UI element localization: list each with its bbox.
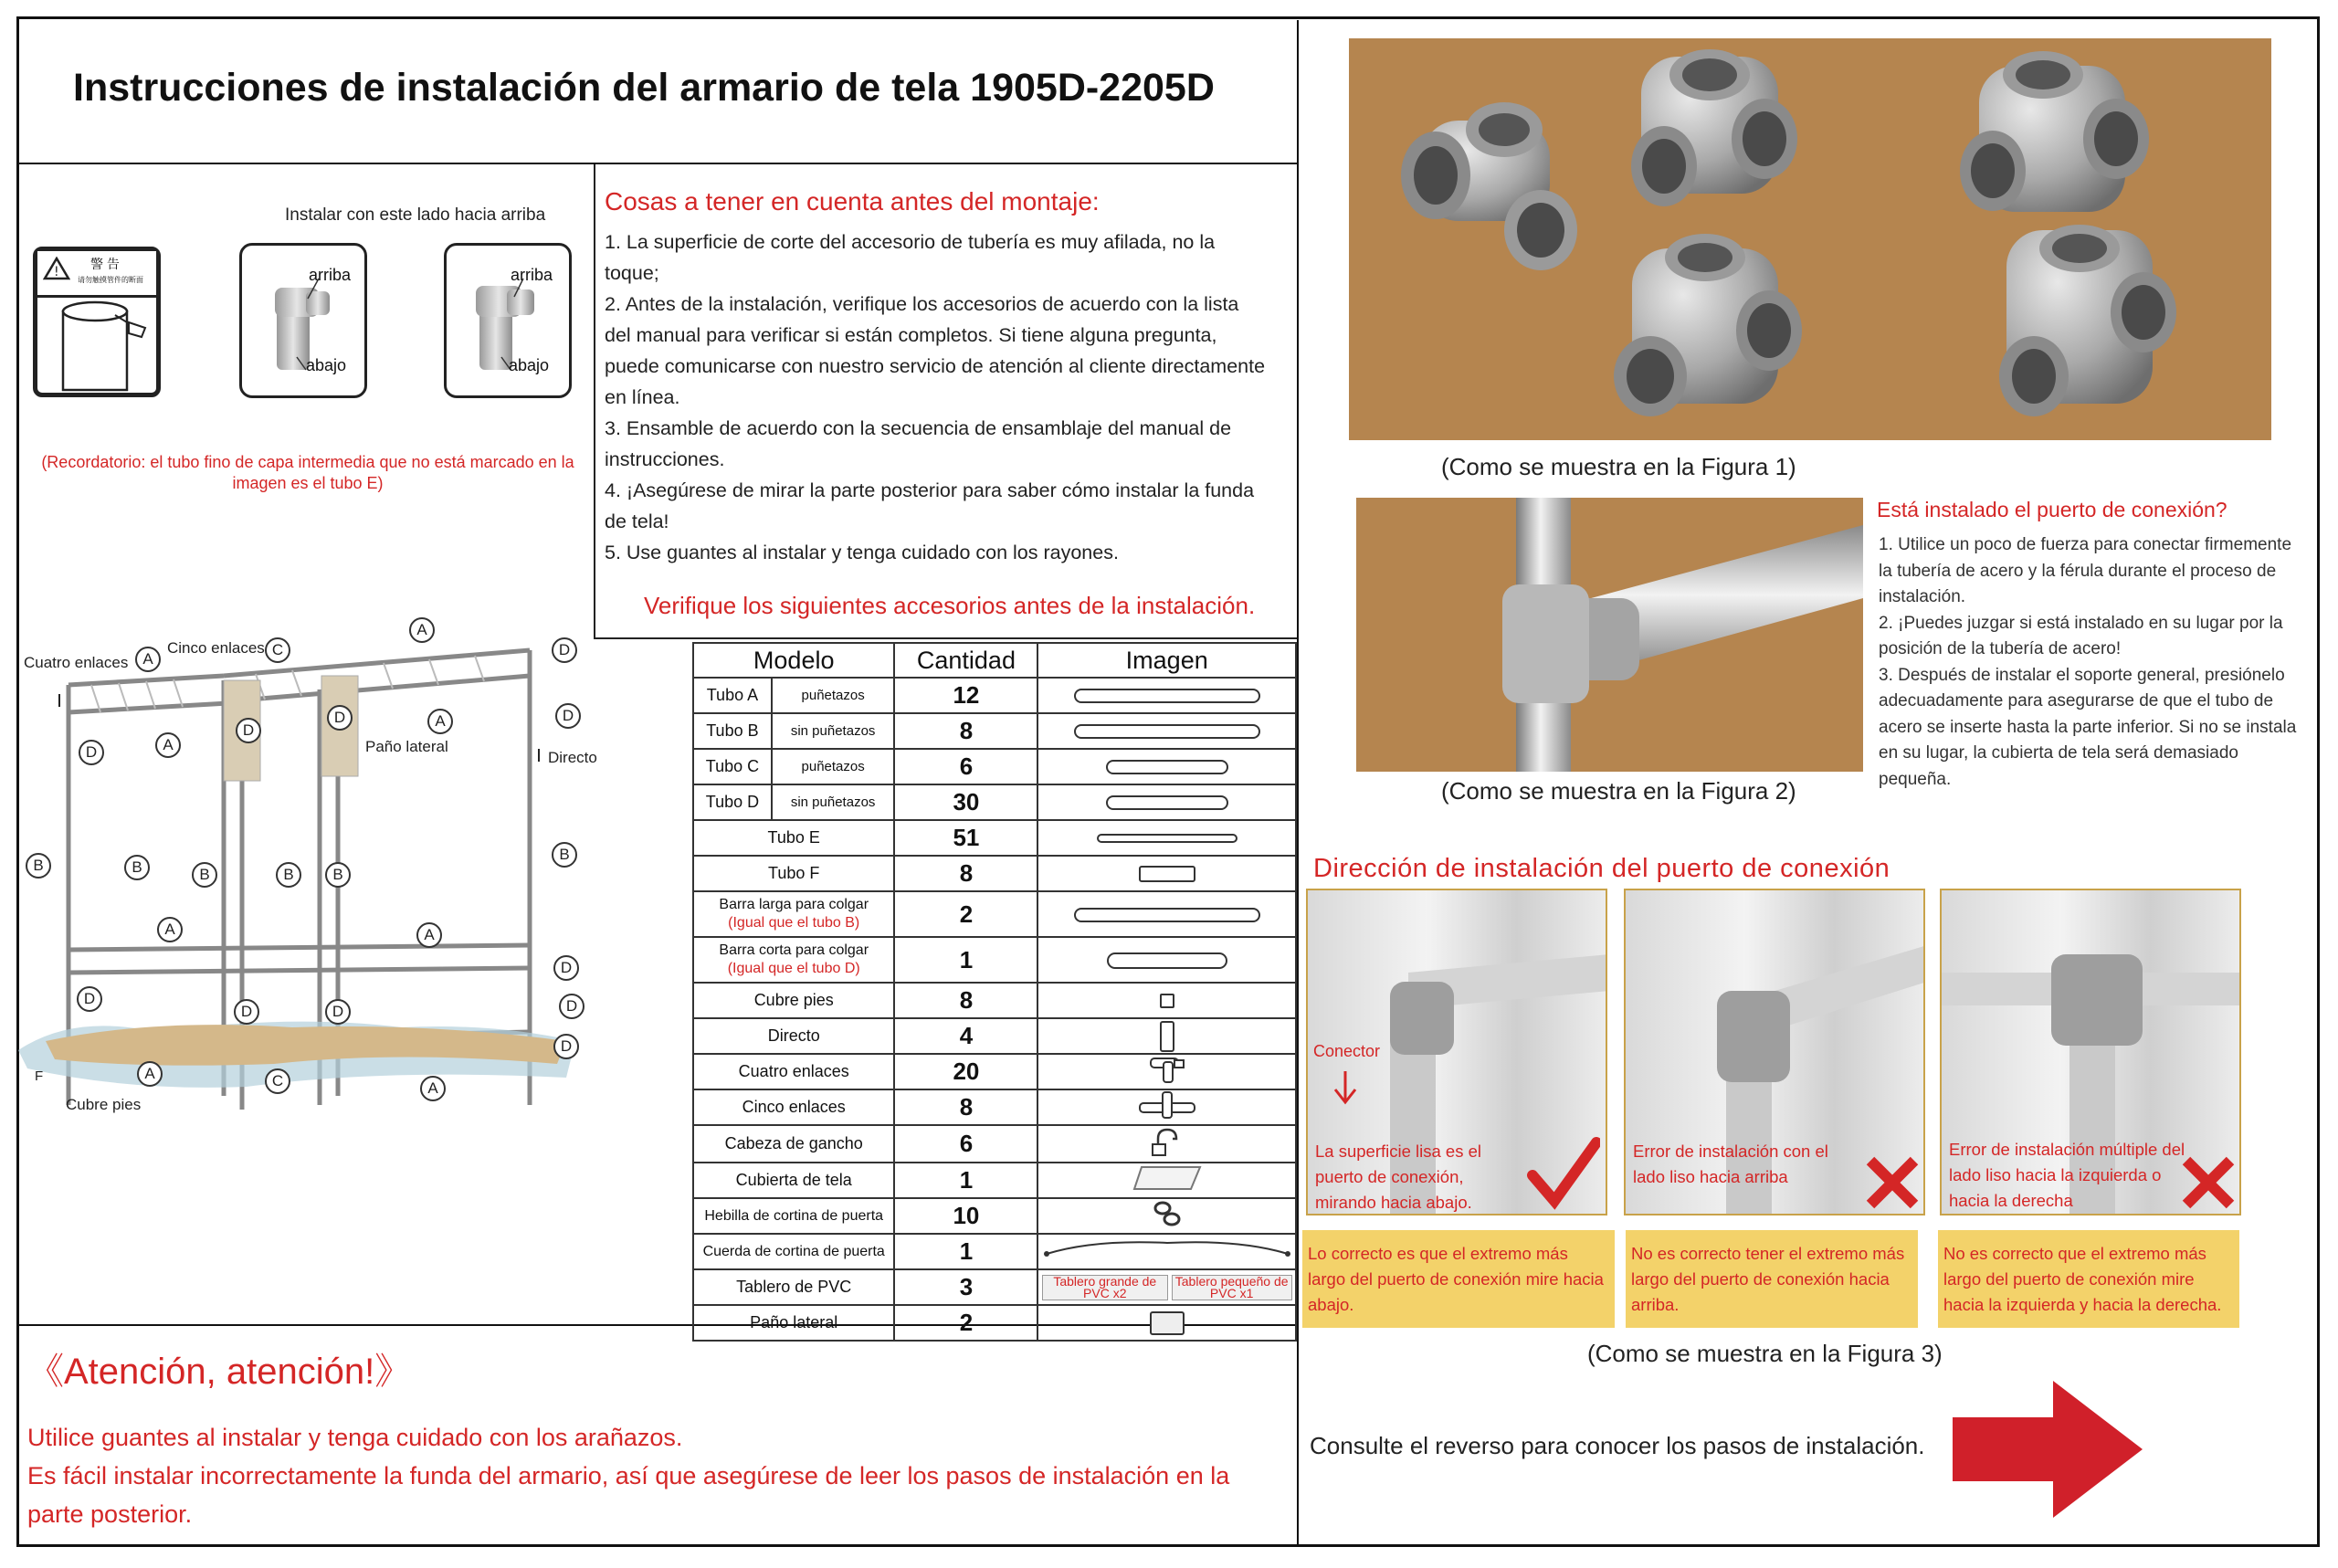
right-arrow-icon <box>1953 1381 2144 1518</box>
panel-text: Error de instalación múltiple del lado liso hacia la izquierda o hacia la derecha <box>1949 1140 2185 1210</box>
row-model <box>693 937 894 983</box>
connection-list <box>1879 532 2308 793</box>
part-marker: A <box>157 917 183 942</box>
row-qty: 12 <box>894 678 1037 713</box>
row-model-name: Barra larga para colgar <box>719 897 869 912</box>
diagram-label-pano: Paño lateral <box>365 738 448 755</box>
tube-icon <box>1139 866 1195 882</box>
part-marker: D <box>555 703 581 729</box>
five-way-connector-icon <box>1138 1090 1196 1120</box>
row-sub: sin puñetazos <box>772 713 895 749</box>
connection-title: Está instalado el puerto de conexión? <box>1877 498 2227 521</box>
row-model: Directo <box>693 1018 894 1054</box>
table-row <box>693 891 1296 937</box>
part-marker: C <box>265 1068 290 1094</box>
row-image <box>1037 1163 1296 1198</box>
row-qty: 1 <box>894 937 1037 983</box>
table-row <box>693 678 1296 713</box>
direction-panel-wrong-side <box>1940 889 2241 1215</box>
table-row <box>693 749 1296 784</box>
part-marker: A <box>420 1076 446 1101</box>
tube-icon <box>1097 834 1237 843</box>
tube-icon <box>1074 689 1260 703</box>
curtain-rope-icon <box>1039 1236 1295 1263</box>
table-row <box>693 1163 1296 1198</box>
row-qty: 8 <box>894 856 1037 891</box>
part-marker: D <box>234 999 259 1025</box>
figure-2-caption: (Como se muestra en la Figura 2) <box>1441 777 1796 805</box>
row-model: Tablero de PVC <box>693 1269 894 1305</box>
row-model: Cinco enlaces <box>693 1089 894 1125</box>
diagram-label-cinco: Cinco enlaces <box>167 639 265 657</box>
row-image <box>1037 937 1296 983</box>
tube-icon <box>1106 795 1228 810</box>
part-marker: A <box>135 647 161 672</box>
row-qty: 8 <box>894 1089 1037 1125</box>
straight-connector-icon <box>1160 1021 1174 1052</box>
diagram-label-cubre: Cubre pies <box>66 1096 142 1113</box>
fitting-1 <box>1401 102 1577 270</box>
part-marker: D <box>325 999 351 1025</box>
fitting-up-card-1 <box>239 243 367 398</box>
table-row <box>693 1089 1296 1125</box>
part-marker: C <box>265 637 290 663</box>
row-qty: 20 <box>894 1054 1037 1089</box>
diagram-label-f: F <box>35 1068 44 1084</box>
wardrobe-frame-drawing <box>18 612 603 1123</box>
row-image <box>1037 820 1296 856</box>
row-image <box>1037 1234 1296 1269</box>
diagram-label-directo: Directo <box>548 749 597 766</box>
four-way-connector-icon <box>1147 1055 1187 1084</box>
row-image <box>1037 891 1296 937</box>
table-row <box>693 856 1296 891</box>
direction-panel-correct <box>1306 889 1607 1215</box>
row-qty: 1 <box>894 1234 1037 1269</box>
part-marker: B <box>192 862 217 888</box>
table-row <box>693 1054 1296 1089</box>
direction-title: Dirección de instalación del puerto de conexión <box>1313 854 1890 883</box>
up-label: arriba <box>309 266 352 284</box>
part-marker: B <box>124 855 150 880</box>
part-marker: A <box>427 709 453 734</box>
row-qty: 4 <box>894 1018 1037 1054</box>
row-qty: 10 <box>894 1198 1037 1234</box>
row-qty: 3 <box>894 1269 1037 1305</box>
x-mark-icon <box>2181 1155 2236 1210</box>
figure-1-photo <box>1349 38 2271 440</box>
part-marker: B <box>325 862 351 888</box>
attention-line: Es fácil instalar incorrectamente la funda del armario, así que asegúrese de leer los pasos de instalación en la parte posterior. <box>27 1462 1230 1528</box>
part-marker: D <box>327 705 353 731</box>
fitting-5 <box>1999 225 2176 416</box>
table-row <box>693 1234 1296 1269</box>
curtain-buckle-icon <box>1152 1199 1183 1228</box>
row-model <box>693 891 894 937</box>
note-item: 2. Antes de la instalación, verifique los accesorios de acuerdo con la lista del manual para verificar si están completos. Si tiene alguna pregunta, puede comunicarse con nuestro servicio de atención al cliente directamente en línea. <box>605 293 1266 408</box>
row-qty: 6 <box>894 1125 1037 1163</box>
table-header-cantidad: Cantidad <box>894 643 1037 678</box>
table-header-row <box>693 643 1296 678</box>
svg-text:!: ! <box>54 265 59 279</box>
figure-1-caption: (Como se muestra en la Figura 1) <box>1441 453 1796 480</box>
notes-title: Cosas a tener en cuenta antes del montaje: <box>605 187 1100 216</box>
table-row <box>693 1125 1296 1163</box>
attention-text <box>27 1418 1251 1533</box>
figure-3-caption: (Como se muestra en la Figura 3) <box>1587 1340 1943 1367</box>
row-model-note: (Igual que el tubo D) <box>727 961 860 976</box>
fitting-3 <box>1960 51 2149 212</box>
row-image <box>1037 1198 1296 1234</box>
connection-item: 2. ¡Puedes juzgar si está instalado en su lugar por la posición de la tubería de acero! <box>1879 613 2283 658</box>
attention-line: Utilice guantes al instalar y tenga cuidado con los arañazos. <box>27 1424 683 1451</box>
row-model: Cuerda de cortina de puerta <box>693 1234 894 1269</box>
table-row <box>693 820 1296 856</box>
pipe-joint-image <box>1356 498 1863 772</box>
note-item: 3. Ensamble de acuerdo con la secuencia de ensamblaje del manual de instrucciones. <box>605 417 1232 470</box>
check-mark-icon <box>1527 1137 1600 1210</box>
table-header-modelo: Modelo <box>693 643 894 678</box>
hook-head-icon <box>1149 1126 1185 1157</box>
page-title: Instrucciones de instalación del armario de tela 1905D-2205D <box>73 66 1215 110</box>
row-model: Tubo B <box>693 713 772 749</box>
row-image <box>1037 713 1296 749</box>
row-image <box>1037 678 1296 713</box>
tube-icon <box>1106 760 1228 774</box>
note-item: 4. ¡Asegúrese de mirar la parte posterior para saber cómo instalar la funda de tela! <box>605 479 1255 532</box>
table-row <box>693 784 1296 820</box>
warning-sticker <box>33 247 161 397</box>
fabric-cover-icon <box>1131 1163 1204 1193</box>
part-marker: D <box>77 986 102 1012</box>
warning-icon <box>43 257 70 280</box>
part-marker: A <box>416 922 442 948</box>
parts-table <box>692 642 1297 1342</box>
direction-note-wrong-side: No es correcto que el extremo más largo del puerto de conexión mire hacia la izquierda y hacia la derecha. <box>1938 1230 2239 1328</box>
row-model: Cubierta de tela <box>693 1163 894 1198</box>
wardrobe-diagram <box>18 612 603 1123</box>
row-model: Tubo A <box>693 678 772 713</box>
pvc-large-board: Tablero grande de PVC x2 <box>1042 1275 1168 1300</box>
verify-title: Verifique los siguientes accesorios antes de la instalación. <box>644 592 1256 619</box>
warning-label: 警 告 <box>90 257 120 271</box>
table-row <box>693 1305 1296 1341</box>
part-marker: B <box>26 853 51 879</box>
connection-item: 1. Utilice un poco de fuerza para conectar firmemente la tubería de acero y la férula durante el proceso de instalación. <box>1879 535 2292 606</box>
row-qty: 6 <box>894 749 1037 784</box>
row-model: Tubo F <box>693 856 894 891</box>
foot-cover-icon <box>1160 994 1174 1008</box>
part-marker: B <box>552 842 577 868</box>
row-qty: 1 <box>894 1163 1037 1198</box>
direction-note-correct: Lo correcto es que el extremo más largo del puerto de conexión mire hacia abajo. <box>1302 1230 1615 1328</box>
note-item: 5. Use guantes al instalar y tenga cuidado con los rayones. <box>605 542 1119 563</box>
tube-icon <box>1074 908 1260 922</box>
reminder-note: (Recordatorio: el tubo fino de capa intermedia que no está marcado en la imagen es el tubo E) <box>41 453 574 492</box>
row-model: Hebilla de cortina de puerta <box>693 1198 894 1234</box>
row-sub: sin puñetazos <box>772 784 895 820</box>
table-row <box>693 713 1296 749</box>
row-model-note: (Igual que el tubo B) <box>728 915 860 931</box>
part-marker: D <box>553 955 579 981</box>
row-model: Cabeza de gancho <box>693 1125 894 1163</box>
note-item: 1. La superficie de corte del accesorio de tubería es muy afilada, no la toque; <box>605 231 1216 284</box>
part-marker: D <box>553 1034 579 1059</box>
row-image <box>1037 856 1296 891</box>
notes-list <box>605 226 1268 568</box>
row-model: Cubre pies <box>693 983 894 1018</box>
down-label: abajo <box>306 356 347 374</box>
cut-pipe-icon <box>37 297 156 397</box>
table-header-imagen: Imagen <box>1037 643 1296 678</box>
part-marker: D <box>559 994 584 1019</box>
column-divider <box>1297 20 1299 1545</box>
table-row <box>693 983 1296 1018</box>
attention-title: 《Atención, atención!》 <box>27 1352 412 1392</box>
panel-text: Error de instalación con el lado liso hacia arriba <box>1633 1142 1828 1186</box>
figure-2-photo <box>1356 498 1863 772</box>
row-sub: puñetazos <box>772 678 895 713</box>
part-marker: A <box>137 1061 163 1087</box>
direction-note-wrong-up: No es correcto tener el extremo más largo del puerto de conexión hacia arriba. <box>1626 1230 1918 1328</box>
direction-panel-wrong-up <box>1624 889 1925 1215</box>
row-qty: 8 <box>894 713 1037 749</box>
up-label-2: arriba <box>511 266 553 284</box>
x-mark-icon <box>1865 1155 1920 1210</box>
fitting-2 <box>1631 49 1797 206</box>
down-arrow-icon <box>1332 1069 1359 1106</box>
row-image <box>1037 1089 1296 1125</box>
row-model: Cuatro enlaces <box>693 1054 894 1089</box>
connection-item: 3. Después de instalar el soporte general, presiónelo adecuadamente para asegurarse de que el tubo de acero se inserte hasta la parte inferior. Si no se instala en su lugar, la cubierta de tela será demasiado pequeña. <box>1879 665 2297 789</box>
row-image <box>1037 1054 1296 1089</box>
row-model: Tubo E <box>693 820 894 856</box>
table-row <box>693 1269 1296 1305</box>
part-marker: D <box>236 718 261 743</box>
diagram-label-cuatro: Cuatro enlaces <box>24 654 129 671</box>
panel-text: La superficie lisa es el puerto de conexión, mirando hacia abajo. <box>1315 1142 1482 1212</box>
table-row <box>693 1198 1296 1234</box>
part-marker: A <box>409 617 435 643</box>
row-image <box>1037 749 1296 784</box>
row-qty: 30 <box>894 784 1037 820</box>
row-model: Tubo D <box>693 784 772 820</box>
row-model-name: Barra corta para colgar <box>719 942 869 958</box>
tube-icon <box>1107 952 1227 969</box>
install-side-heading: Instalar con este lado hacia arriba <box>285 205 546 225</box>
part-marker: D <box>79 740 104 765</box>
fitting-up-card-2 <box>444 243 572 398</box>
row-image <box>1037 1305 1296 1341</box>
table-row <box>693 937 1296 983</box>
fitting-4 <box>1614 234 1802 416</box>
row-image <box>1037 983 1296 1018</box>
side-panel-icon <box>1150 1311 1185 1335</box>
tube-icon <box>1074 724 1260 739</box>
part-marker: A <box>155 732 181 758</box>
down-label-2: abajo <box>509 356 550 374</box>
row-image <box>1037 784 1296 820</box>
row-image <box>1037 1018 1296 1054</box>
row-qty: 51 <box>894 820 1037 856</box>
table-row <box>693 1018 1296 1054</box>
row-model: Paño lateral <box>693 1305 894 1341</box>
pipe-fittings-image <box>1349 38 2271 440</box>
row-qty: 2 <box>894 1305 1037 1341</box>
pvc-small-board: Tablero pequeño de PVC x1 <box>1172 1275 1292 1300</box>
row-qty: 8 <box>894 983 1037 1018</box>
back-side-note: Consulte el reverso para conocer los pasos de instalación. <box>1310 1432 1925 1459</box>
warning-sublabel: 请勿触摸管件的断面 <box>78 276 143 284</box>
row-image <box>1037 1125 1296 1163</box>
row-image <box>1037 1269 1296 1305</box>
connector-label: Conector <box>1313 1042 1381 1060</box>
part-marker: D <box>552 637 577 663</box>
row-model: Tubo C <box>693 749 772 784</box>
part-marker: B <box>276 862 301 888</box>
row-qty: 2 <box>894 891 1037 937</box>
row-sub: puñetazos <box>772 749 895 784</box>
